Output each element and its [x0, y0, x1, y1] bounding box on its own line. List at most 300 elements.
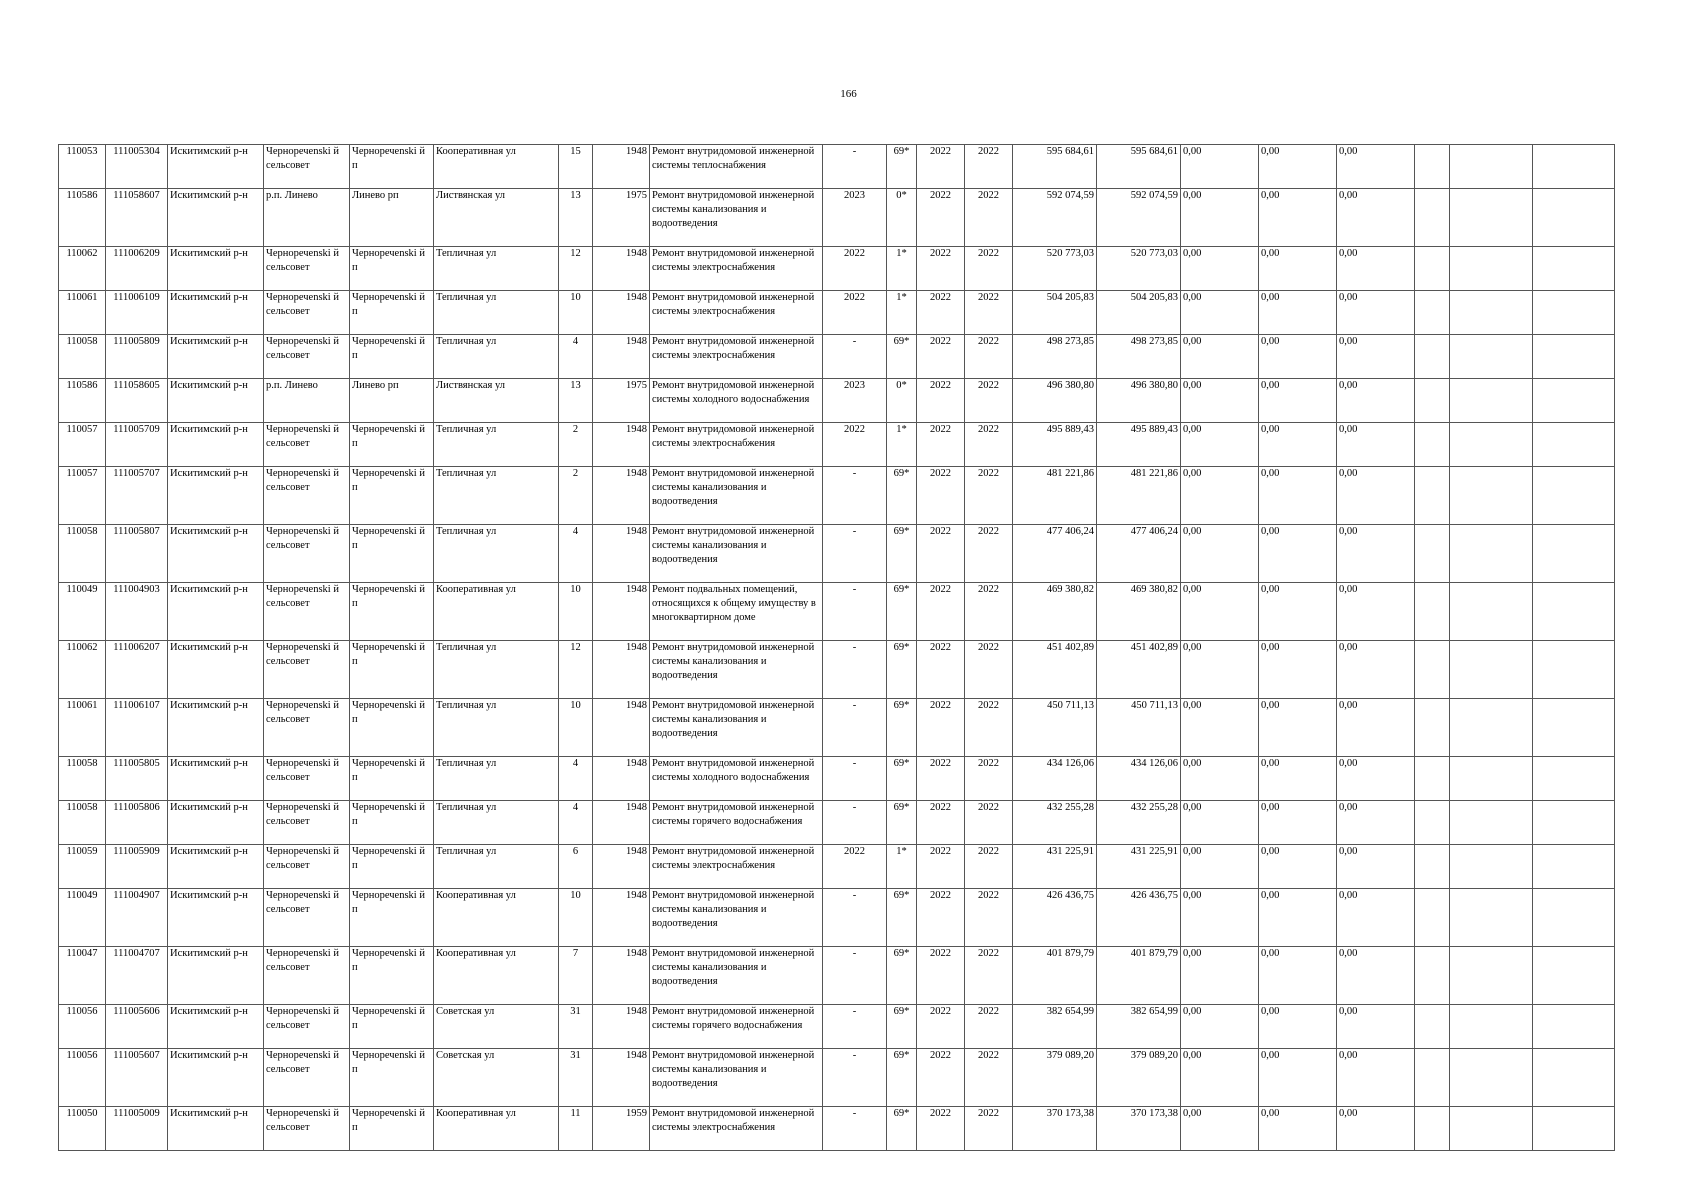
street: Кооперативная ул [434, 889, 559, 947]
budget-2: 0,00 [1259, 641, 1337, 699]
work-type: Ремонт внутридомовой инженерной системы канализования и водоотведения [650, 947, 823, 1005]
settlement: Черноречenski й сельсовет [264, 247, 350, 291]
build-year: 1948 [593, 889, 650, 947]
empty-cell-3 [1533, 1107, 1615, 1151]
budget-3: 0,00 [1337, 379, 1415, 423]
district: Искитимский р-н [168, 699, 264, 757]
locality: Черноречenski й п [350, 335, 434, 379]
total-cost: 481 221,86 [1013, 467, 1097, 525]
plan-start: 2022 [917, 845, 965, 889]
empty-cell-2 [1450, 947, 1533, 1005]
budget-2: 0,00 [1259, 801, 1337, 845]
district: Искитимский р-н [168, 379, 264, 423]
empty-cell-2 [1450, 583, 1533, 641]
budget-2: 0,00 [1259, 189, 1337, 247]
plan-end: 2022 [965, 641, 1013, 699]
empty-cell-3 [1533, 757, 1615, 801]
plan-end: 2022 [965, 583, 1013, 641]
budget-1: 0,00 [1181, 889, 1259, 947]
object-code: 111004903 [106, 583, 168, 641]
work-type: Ремонт внутридомовой инженерной системы канализования и водоотведения [650, 1049, 823, 1107]
house-number: 31 [559, 1005, 593, 1049]
object-code: 111005709 [106, 423, 168, 467]
previous-year: - [823, 699, 887, 757]
work-type: Ремонт внутридомовой инженерной системы электроснабжения [650, 291, 823, 335]
total-cost: 595 684,61 [1013, 145, 1097, 189]
street: Тепличная ул [434, 525, 559, 583]
budget-3: 0,00 [1337, 801, 1415, 845]
locality: Черноречenski й п [350, 583, 434, 641]
house-number: 12 [559, 247, 593, 291]
settlement: Черноречenski й сельсовет [264, 525, 350, 583]
settlement: Черноречenski й сельсовет [264, 335, 350, 379]
locality: Черноречenski й п [350, 889, 434, 947]
locality: Линево рп [350, 379, 434, 423]
work-type: Ремонт внутридомовой инженерной системы теплоснабжения [650, 145, 823, 189]
plan-end: 2022 [965, 801, 1013, 845]
empty-cell-3 [1533, 145, 1615, 189]
budget-3: 0,00 [1337, 757, 1415, 801]
plan-start: 2022 [917, 1005, 965, 1049]
locality: Черноречenski й п [350, 947, 434, 1005]
fund-cost: 434 126,06 [1097, 757, 1181, 801]
object-code: 111005806 [106, 801, 168, 845]
previous-year: - [823, 757, 887, 801]
plan-start: 2022 [917, 335, 965, 379]
empty-cell-2 [1450, 423, 1533, 467]
budget-3: 0,00 [1337, 641, 1415, 699]
settlement: Черноречenski й сельсовет [264, 699, 350, 757]
plan-end: 2022 [965, 845, 1013, 889]
total-cost: 498 273,85 [1013, 335, 1097, 379]
empty-cell-2 [1450, 1107, 1533, 1151]
budget-1: 0,00 [1181, 335, 1259, 379]
budget-3: 0,00 [1337, 145, 1415, 189]
work-type: Ремонт подвальных помещений, относящихся к общему имуществу в многоквартирном доме [650, 583, 823, 641]
house-number: 10 [559, 291, 593, 335]
record-id: 110050 [59, 1107, 106, 1151]
fund-cost: 477 406,24 [1097, 525, 1181, 583]
empty-cell-2 [1450, 641, 1533, 699]
record-id: 110047 [59, 947, 106, 1005]
locality: Черноречenski й п [350, 1107, 434, 1151]
wear-share: 69* [887, 525, 917, 583]
repair-register-table [58, 144, 1615, 1151]
plan-end: 2022 [965, 889, 1013, 947]
budget-2: 0,00 [1259, 947, 1337, 1005]
object-code: 111006209 [106, 247, 168, 291]
plan-start: 2022 [917, 1049, 965, 1107]
street: Тепличная ул [434, 757, 559, 801]
build-year: 1975 [593, 379, 650, 423]
budget-3: 0,00 [1337, 291, 1415, 335]
object-code: 111005707 [106, 467, 168, 525]
object-code: 111005805 [106, 757, 168, 801]
table-row [59, 1107, 1615, 1151]
empty-cell-1 [1415, 889, 1450, 947]
object-code: 111005809 [106, 335, 168, 379]
build-year: 1948 [593, 145, 650, 189]
record-id: 110057 [59, 467, 106, 525]
record-id: 110058 [59, 757, 106, 801]
total-cost: 504 205,83 [1013, 291, 1097, 335]
previous-year: - [823, 1049, 887, 1107]
street: Листвянская ул [434, 379, 559, 423]
settlement: Черноречenski й сельсовет [264, 1107, 350, 1151]
district: Искитимский р-н [168, 641, 264, 699]
locality: Черноречenski й п [350, 699, 434, 757]
wear-share: 1* [887, 247, 917, 291]
district: Искитимский р-н [168, 889, 264, 947]
wear-share: 69* [887, 757, 917, 801]
wear-share: 69* [887, 467, 917, 525]
total-cost: 495 889,43 [1013, 423, 1097, 467]
fund-cost: 520 773,03 [1097, 247, 1181, 291]
budget-3: 0,00 [1337, 189, 1415, 247]
locality: Черноречenski й п [350, 845, 434, 889]
plan-start: 2022 [917, 291, 965, 335]
house-number: 4 [559, 525, 593, 583]
empty-cell-3 [1533, 1049, 1615, 1107]
house-number: 13 [559, 189, 593, 247]
previous-year: - [823, 145, 887, 189]
locality: Черноречenski й п [350, 291, 434, 335]
record-id: 110059 [59, 845, 106, 889]
object-code: 111006109 [106, 291, 168, 335]
previous-year: - [823, 641, 887, 699]
object-code: 111058605 [106, 379, 168, 423]
budget-3: 0,00 [1337, 699, 1415, 757]
previous-year: 2023 [823, 189, 887, 247]
empty-cell-3 [1533, 379, 1615, 423]
street: Тепличная ул [434, 467, 559, 525]
plan-start: 2022 [917, 1107, 965, 1151]
settlement: Черноречenski й сельсовет [264, 1049, 350, 1107]
budget-3: 0,00 [1337, 467, 1415, 525]
table-row [59, 189, 1615, 247]
build-year: 1948 [593, 757, 650, 801]
plan-start: 2022 [917, 423, 965, 467]
empty-cell-1 [1415, 379, 1450, 423]
locality: Черноречenski й п [350, 467, 434, 525]
settlement: Черноречenski й сельсовет [264, 583, 350, 641]
budget-2: 0,00 [1259, 335, 1337, 379]
empty-cell-3 [1533, 801, 1615, 845]
locality: Линево рп [350, 189, 434, 247]
wear-share: 69* [887, 1049, 917, 1107]
wear-share: 69* [887, 1005, 917, 1049]
wear-share: 69* [887, 583, 917, 641]
object-code: 111005607 [106, 1049, 168, 1107]
street: Кооперативная ул [434, 145, 559, 189]
record-id: 110049 [59, 583, 106, 641]
record-id: 110061 [59, 699, 106, 757]
district: Искитимский р-н [168, 1049, 264, 1107]
previous-year: - [823, 467, 887, 525]
empty-cell-1 [1415, 1005, 1450, 1049]
house-number: 10 [559, 699, 593, 757]
budget-1: 0,00 [1181, 845, 1259, 889]
empty-cell-2 [1450, 801, 1533, 845]
district: Искитимский р-н [168, 757, 264, 801]
street: Советская ул [434, 1005, 559, 1049]
wear-share: 69* [887, 699, 917, 757]
build-year: 1948 [593, 641, 650, 699]
plan-start: 2022 [917, 379, 965, 423]
district: Искитимский р-н [168, 1005, 264, 1049]
work-type: Ремонт внутридомовой инженерной системы холодного водоснабжения [650, 379, 823, 423]
empty-cell-1 [1415, 247, 1450, 291]
total-cost: 592 074,59 [1013, 189, 1097, 247]
plan-end: 2022 [965, 145, 1013, 189]
wear-share: 1* [887, 845, 917, 889]
plan-start: 2022 [917, 757, 965, 801]
build-year: 1948 [593, 291, 650, 335]
build-year: 1948 [593, 467, 650, 525]
budget-2: 0,00 [1259, 291, 1337, 335]
empty-cell-2 [1450, 757, 1533, 801]
empty-cell-1 [1415, 335, 1450, 379]
empty-cell-1 [1415, 525, 1450, 583]
settlement: Черноречenski й сельсовет [264, 757, 350, 801]
work-type: Ремонт внутридомовой инженерной системы канализования и водоотведения [650, 189, 823, 247]
record-id: 110058 [59, 525, 106, 583]
previous-year: 2022 [823, 845, 887, 889]
total-cost: 469 380,82 [1013, 583, 1097, 641]
empty-cell-1 [1415, 291, 1450, 335]
table-row [59, 1005, 1615, 1049]
empty-cell-2 [1450, 845, 1533, 889]
district: Искитимский р-н [168, 525, 264, 583]
street: Тепличная ул [434, 641, 559, 699]
budget-2: 0,00 [1259, 583, 1337, 641]
empty-cell-2 [1450, 889, 1533, 947]
build-year: 1959 [593, 1107, 650, 1151]
work-type: Ремонт внутридомовой инженерной системы электроснабжения [650, 423, 823, 467]
fund-cost: 498 273,85 [1097, 335, 1181, 379]
total-cost: 426 436,75 [1013, 889, 1097, 947]
fund-cost: 379 089,20 [1097, 1049, 1181, 1107]
locality: Черноречenski й п [350, 145, 434, 189]
table-row [59, 525, 1615, 583]
build-year: 1948 [593, 845, 650, 889]
house-number: 10 [559, 889, 593, 947]
budget-3: 0,00 [1337, 583, 1415, 641]
table-row [59, 291, 1615, 335]
record-id: 110058 [59, 335, 106, 379]
budget-1: 0,00 [1181, 525, 1259, 583]
empty-cell-2 [1450, 1049, 1533, 1107]
settlement: Черноречenski й сельсовет [264, 801, 350, 845]
empty-cell-2 [1450, 467, 1533, 525]
empty-cell-2 [1450, 525, 1533, 583]
budget-1: 0,00 [1181, 247, 1259, 291]
fund-cost: 450 711,13 [1097, 699, 1181, 757]
build-year: 1948 [593, 423, 650, 467]
house-number: 11 [559, 1107, 593, 1151]
district: Искитимский р-н [168, 145, 264, 189]
empty-cell-3 [1533, 889, 1615, 947]
build-year: 1948 [593, 699, 650, 757]
object-code: 111004907 [106, 889, 168, 947]
house-number: 4 [559, 335, 593, 379]
total-cost: 450 711,13 [1013, 699, 1097, 757]
table-row [59, 801, 1615, 845]
work-type: Ремонт внутридомовой инженерной системы электроснабжения [650, 335, 823, 379]
settlement: Черноречenski й сельсовет [264, 641, 350, 699]
settlement: Черноречenski й сельсовет [264, 947, 350, 1005]
fund-cost: 469 380,82 [1097, 583, 1181, 641]
street: Кооперативная ул [434, 583, 559, 641]
district: Искитимский р-н [168, 801, 264, 845]
object-code: 111005009 [106, 1107, 168, 1151]
previous-year: - [823, 801, 887, 845]
previous-year: 2022 [823, 423, 887, 467]
budget-1: 0,00 [1181, 145, 1259, 189]
total-cost: 451 402,89 [1013, 641, 1097, 699]
empty-cell-3 [1533, 845, 1615, 889]
budget-3: 0,00 [1337, 1107, 1415, 1151]
district: Искитимский р-н [168, 583, 264, 641]
plan-end: 2022 [965, 189, 1013, 247]
budget-2: 0,00 [1259, 1005, 1337, 1049]
budget-3: 0,00 [1337, 889, 1415, 947]
fund-cost: 432 255,28 [1097, 801, 1181, 845]
empty-cell-1 [1415, 757, 1450, 801]
table-row [59, 379, 1615, 423]
street: Тепличная ул [434, 335, 559, 379]
previous-year: - [823, 335, 887, 379]
plan-end: 2022 [965, 1049, 1013, 1107]
work-type: Ремонт внутридомовой инженерной системы канализования и водоотведения [650, 525, 823, 583]
previous-year: 2022 [823, 291, 887, 335]
locality: Черноречenski й п [350, 525, 434, 583]
table-row [59, 699, 1615, 757]
table-row [59, 423, 1615, 467]
plan-end: 2022 [965, 247, 1013, 291]
district: Искитимский р-н [168, 467, 264, 525]
fund-cost: 401 879,79 [1097, 947, 1181, 1005]
table-row [59, 947, 1615, 1005]
plan-start: 2022 [917, 947, 965, 1005]
locality: Черноречenski й п [350, 757, 434, 801]
previous-year: - [823, 947, 887, 1005]
locality: Черноречenski й п [350, 1005, 434, 1049]
district: Искитимский р-н [168, 247, 264, 291]
settlement: Черноречenski й сельсовет [264, 423, 350, 467]
budget-1: 0,00 [1181, 801, 1259, 845]
build-year: 1948 [593, 1005, 650, 1049]
total-cost: 401 879,79 [1013, 947, 1097, 1005]
plan-end: 2022 [965, 423, 1013, 467]
fund-cost: 451 402,89 [1097, 641, 1181, 699]
budget-1: 0,00 [1181, 583, 1259, 641]
plan-end: 2022 [965, 1005, 1013, 1049]
empty-cell-2 [1450, 1005, 1533, 1049]
street: Тепличная ул [434, 699, 559, 757]
budget-2: 0,00 [1259, 379, 1337, 423]
settlement: р.п. Линево [264, 379, 350, 423]
wear-share: 69* [887, 145, 917, 189]
work-type: Ремонт внутридомовой инженерной системы электроснабжения [650, 845, 823, 889]
empty-cell-1 [1415, 1107, 1450, 1151]
build-year: 1948 [593, 247, 650, 291]
plan-start: 2022 [917, 189, 965, 247]
empty-cell-1 [1415, 641, 1450, 699]
total-cost: 382 654,99 [1013, 1005, 1097, 1049]
fund-cost: 504 205,83 [1097, 291, 1181, 335]
district: Искитимский р-н [168, 189, 264, 247]
budget-2: 0,00 [1259, 845, 1337, 889]
budget-3: 0,00 [1337, 335, 1415, 379]
settlement: Черноречenski й сельсовет [264, 467, 350, 525]
wear-share: 69* [887, 801, 917, 845]
empty-cell-1 [1415, 801, 1450, 845]
empty-cell-3 [1533, 947, 1615, 1005]
record-id: 110061 [59, 291, 106, 335]
empty-cell-2 [1450, 145, 1533, 189]
plan-start: 2022 [917, 247, 965, 291]
budget-1: 0,00 [1181, 189, 1259, 247]
object-code: 111005304 [106, 145, 168, 189]
fund-cost: 426 436,75 [1097, 889, 1181, 947]
fund-cost: 495 889,43 [1097, 423, 1181, 467]
wear-share: 0* [887, 379, 917, 423]
object-code: 111005807 [106, 525, 168, 583]
budget-2: 0,00 [1259, 525, 1337, 583]
empty-cell-2 [1450, 335, 1533, 379]
wear-share: 69* [887, 641, 917, 699]
plan-end: 2022 [965, 467, 1013, 525]
build-year: 1948 [593, 1049, 650, 1107]
empty-cell-1 [1415, 423, 1450, 467]
budget-2: 0,00 [1259, 423, 1337, 467]
record-id: 110062 [59, 641, 106, 699]
empty-cell-3 [1533, 335, 1615, 379]
street: Кооперативная ул [434, 947, 559, 1005]
table-row [59, 247, 1615, 291]
locality: Черноречenski й п [350, 641, 434, 699]
table-row [59, 583, 1615, 641]
district: Искитимский р-н [168, 845, 264, 889]
locality: Черноречenski й п [350, 1049, 434, 1107]
total-cost: 379 089,20 [1013, 1049, 1097, 1107]
build-year: 1948 [593, 583, 650, 641]
budget-2: 0,00 [1259, 145, 1337, 189]
house-number: 2 [559, 467, 593, 525]
wear-share: 0* [887, 189, 917, 247]
budget-1: 0,00 [1181, 467, 1259, 525]
previous-year: - [823, 1005, 887, 1049]
street: Тепличная ул [434, 801, 559, 845]
empty-cell-1 [1415, 845, 1450, 889]
empty-cell-1 [1415, 145, 1450, 189]
plan-start: 2022 [917, 801, 965, 845]
total-cost: 520 773,03 [1013, 247, 1097, 291]
build-year: 1948 [593, 335, 650, 379]
budget-2: 0,00 [1259, 889, 1337, 947]
fund-cost: 595 684,61 [1097, 145, 1181, 189]
street: Листвянская ул [434, 189, 559, 247]
settlement: Черноречenski й сельсовет [264, 1005, 350, 1049]
table-row [59, 889, 1615, 947]
empty-cell-2 [1450, 189, 1533, 247]
total-cost: 431 225,91 [1013, 845, 1097, 889]
empty-cell-1 [1415, 467, 1450, 525]
work-type: Ремонт внутридомовой инженерной системы холодного водоснабжения [650, 757, 823, 801]
plan-start: 2022 [917, 583, 965, 641]
plan-start: 2022 [917, 467, 965, 525]
